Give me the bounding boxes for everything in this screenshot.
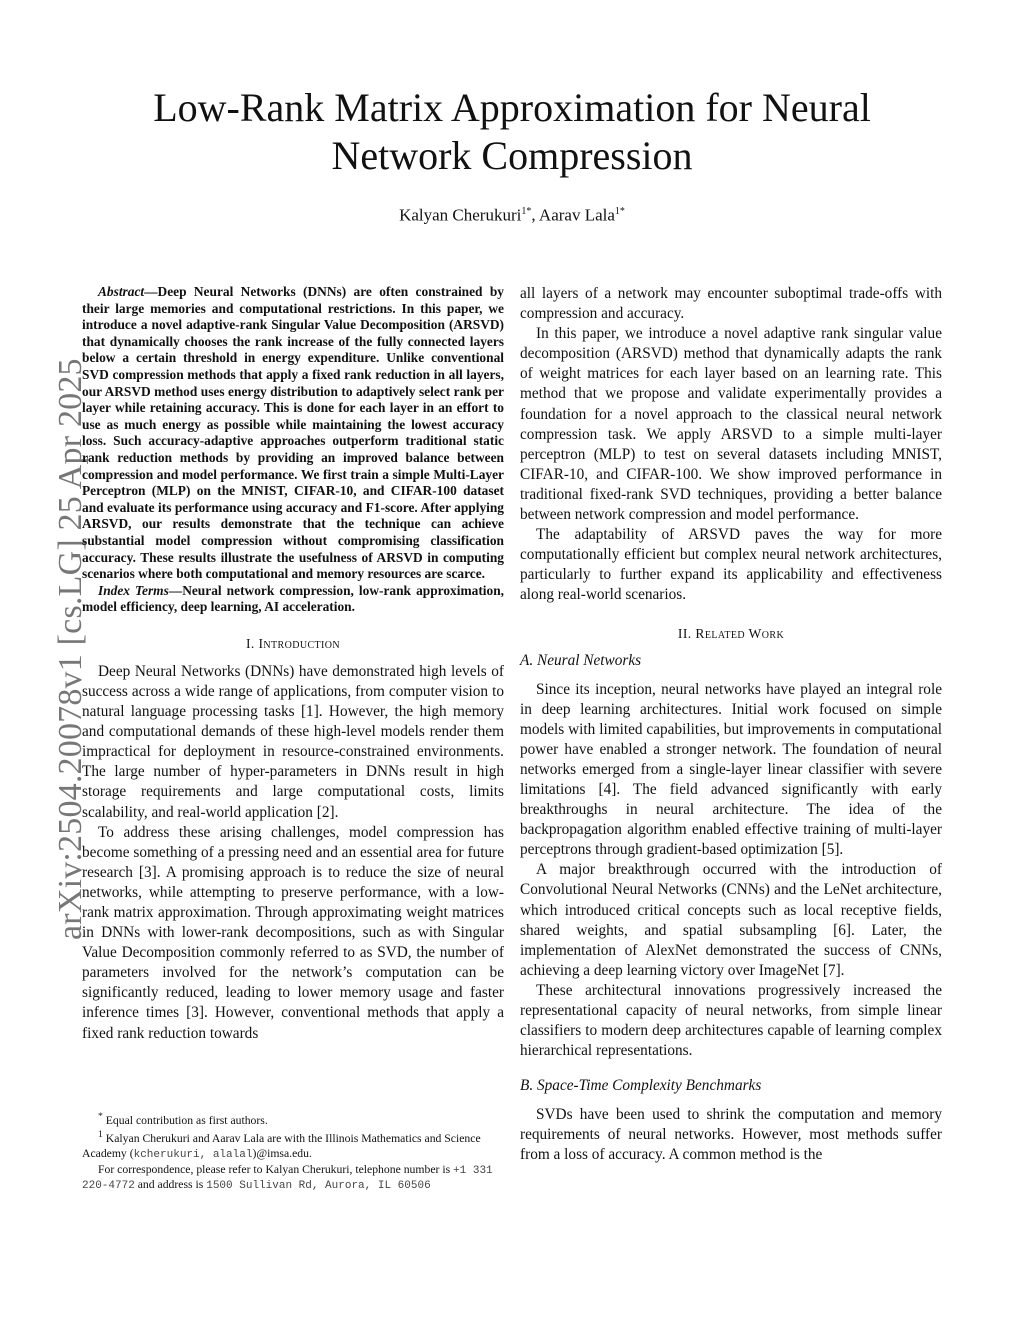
author-line	[100, 201, 924, 227]
footnote-mark: *	[98, 1111, 103, 1122]
body-paragraph: SVDs have been used to shrink the computation and memory requirements of neural networks. However, most methods suffer from a loss of accuracy. A common method is the	[520, 1106, 942, 1164]
author-name: Kalyan Cherukuri	[399, 205, 522, 225]
footnote-text: Equal contribution as first authors.	[105, 1113, 268, 1127]
body-paragraph: These architectural innovations progressively increased the representational capacity of neural networks, from simple linear classifiers to modern deep architectures capable of learning complex hierarchical representations.	[520, 981, 942, 1060]
right-column	[520, 284, 942, 1166]
footnotes	[82, 1110, 504, 1194]
body-paragraph: Deep Neural Networks (DNNs) have demonstrated high levels of success across a wide range of applications, from computer vision to natural language processing tasks [1]. However, the high memory and computational demands of these high-level models render them impractical for deployment in resource-constrained environments. The large number of hyper-parameters in DNNs result in high storage requirements and large computational costs, limits scalability, and real-world application [2].	[82, 662, 504, 821]
body-paragraph: A major breakthrough occurred with the introduction of Convolutional Neural Networks (CNNs) and the LeNet architecture, which introduced critical concepts such as local receptive fields, shared weights, and spatial subsampling [6]. Later, the implementation of AlexNet demonstrated the success of CNNs, achieving a deep learning victory over ImageNet [7].	[520, 861, 942, 979]
footnote-phone: +1 331 220-4772	[82, 1164, 493, 1193]
footnote	[82, 1128, 504, 1162]
footnote	[82, 1110, 504, 1128]
section-heading-related-work: II. Related Work	[677, 625, 785, 641]
subsection-heading-complexity: B. Space-Time Complexity Benchmarks	[520, 1077, 762, 1095]
footnote-text: For correspondence, please refer to Kalyan Cherukuri, telephone number is	[98, 1162, 454, 1176]
index-terms-label: Index Terms	[98, 582, 169, 598]
index-terms-paragraph	[82, 583, 504, 616]
abstract-paragraph	[82, 284, 504, 583]
body-paragraph: all layers of a network may encounter suboptimal trade-offs with compression and accuracy.	[520, 285, 942, 323]
author-affiliation-mark: 1*	[521, 206, 532, 217]
index-terms-text: —Neural network compression, low-rank approximation, model efficiency, deep learning, AI acceleration.	[82, 582, 504, 615]
abstract-text: —Deep Neural Networks (DNNs) are often constrained by their large memories and computational restrictions. In this paper, we introduce a novel adaptive-rank Singular Value Decomposition (ARSVD) that dynamically chooses the rank increase of the fully connected layers below a certain threshold in energy expenditure. Unlike conventional SVD compression methods that apply a fixed rank reduction in all layers, our ARSVD method uses energy distribution to adaptively select rank per layer while retaining accuracy. This is done for each layer in an effort to use as much energy as possible while maintaining the lowest accuracy loss. Such accuracy-adaptive approaches outperform traditional static rank reduction methods by providing an improved balance between compression and model performance. We first train a simple Multi-Layer Perceptron (MLP) on the MNIST, CIFAR-10, and CIFAR-100 dataset and evaluate its performance using accuracy and F1-score. After applying ARSVD, our results demonstrate that the technique can achieve substantial model compression without compromising classification accuracy. These results illustrate the usefulness of ARSVD in computing scenarios where both computational and memory resources are scarce.	[82, 284, 504, 582]
footnote-text: and address is	[134, 1178, 207, 1192]
section-heading-introduction: I. Introduction	[245, 635, 341, 651]
body-paragraph: Since its inception, neural networks have played an integral role in deep learning architectures. Initial work focused on simple models with limited capabilities, but improvements in computational power have enabled a stronger network. The foundation of neural networks emerged from a single-layer linear classifier with severe limitations [4]. The field advanced significantly with early breakthroughs in neural architecture. The idea of the backpropagation algorithm enabled effective training of multi-layer perceptrons through gradient-based optimization [5].	[520, 680, 942, 859]
author-name: Aarav Lala	[538, 205, 615, 225]
footnote-mark: 1	[98, 1129, 103, 1141]
body-paragraph: In this paper, we introduce a novel adaptive rank singular value decomposition (ARSVD) method that dynamically adapts the rank of weight matrices for each layer based on an learning rate. This method that we propose and validate experimentally provides a foundation for a novel approach to the classical neural network compression task. We apply ARSVD to a simple multi-layer perceptron (MLP) to test on several datasets including MNIST, CIFAR-10, and CIFAR-100. We show improved performance in traditional fixed-rank SVD techniques, providing a better balance between network compression and model performance.	[520, 325, 942, 524]
body-paragraph: To address these arising challenges, model compression has become something of a pressing need and an essential area for future research [3]. A promising approach is to reduce the size of neural networks, while attempting to preserve performance, with a low-rank matrix approximation. Through approximating weight matrices in DNNs with lower-rank decompositions, such as with Singular Value Decomposition commonly referred to as SVD, the number of parameters involved for the network’s computation can be significantly reduced, leading to lower memory usage and faster inference times [3]. However, conventional methods that apply a fixed rank reduction towards	[82, 823, 504, 1042]
arxiv-identifier: arXiv:2504.20078v1 [cs.LG] 25 Apr 2025	[52, 358, 89, 940]
abstract-block	[82, 284, 504, 616]
footnote-email-users: kcherukuri, alalal	[133, 1148, 253, 1161]
footnote-text: )@imsa.edu.	[252, 1146, 312, 1160]
paper-title: Low-Rank Matrix Approximation for Neural Network Compression	[153, 85, 871, 178]
body-paragraph: The adaptability of ARSVD paves the way for more computationally efficient but complex neural network architectures, particularly to further expand its applicability and effectiveness along real-world scenarios.	[520, 526, 942, 604]
author-separator: ,	[531, 205, 539, 225]
abstract-label: Abstract	[98, 284, 145, 299]
footnote	[82, 1163, 504, 1194]
footnote-text: Kalyan Cherukuri and Aarav Lala are with the Illinois Mathematics and Science Academy (	[82, 1132, 481, 1160]
subsection-heading-neural-networks: A. Neural Networks	[520, 651, 642, 669]
left-column	[82, 284, 504, 1044]
author-affiliation-mark: 1*	[614, 206, 625, 217]
footnote-address: 1500 Sullivan Rd, Aurora, IL 60506	[206, 1180, 431, 1193]
